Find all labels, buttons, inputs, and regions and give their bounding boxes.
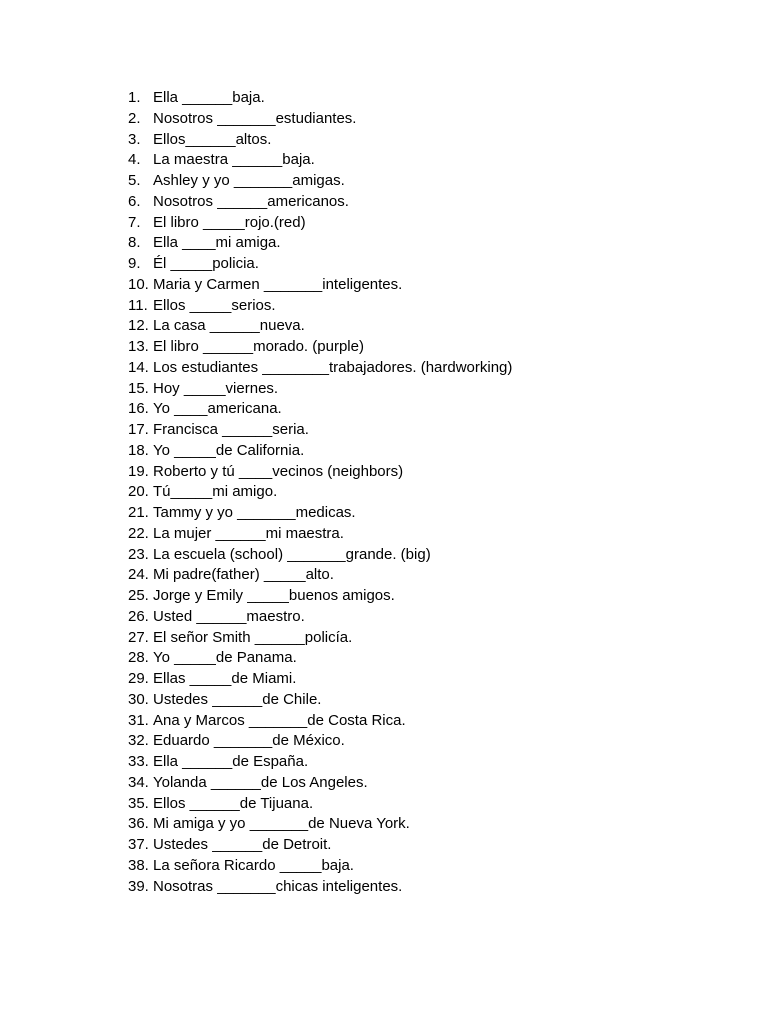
item-number: 3. bbox=[128, 130, 141, 148]
item-sentence: Ella ____mi amiga. bbox=[153, 234, 281, 252]
item-sentence: Ana y Marcos _______de Costa Rica. bbox=[153, 711, 406, 729]
item-number: 27. bbox=[128, 628, 149, 646]
item-number: 11. bbox=[128, 296, 148, 314]
item-number: 22. bbox=[128, 524, 149, 542]
item-number: 16. bbox=[128, 400, 149, 418]
item-sentence: Ellos______altos. bbox=[153, 130, 272, 148]
item-number: 39. bbox=[128, 877, 149, 895]
list-item bbox=[128, 877, 728, 898]
list-item bbox=[128, 752, 728, 773]
item-sentence: Tú_____mi amigo. bbox=[153, 483, 278, 501]
item-sentence: Mi amiga y yo _______de Nueva York. bbox=[153, 815, 410, 833]
list-item bbox=[128, 545, 728, 566]
item-number: 13. bbox=[128, 338, 149, 355]
list-item bbox=[128, 586, 728, 607]
item-number: 28. bbox=[128, 649, 149, 667]
item-number: 8. bbox=[128, 234, 141, 252]
item-sentence: Roberto y tú ____vecinos (neighbors) bbox=[153, 462, 404, 480]
item-sentence: Ellos ______de Tijuana. bbox=[153, 794, 314, 812]
list-item bbox=[128, 171, 728, 192]
item-sentence: El libro ______morado. (purple) bbox=[153, 338, 364, 355]
list-item bbox=[128, 565, 728, 586]
item-sentence: Yo ____americana. bbox=[153, 400, 282, 418]
item-sentence: La maestra ______baja. bbox=[153, 151, 315, 169]
list-item bbox=[128, 524, 728, 545]
list-item bbox=[128, 773, 728, 794]
list-item bbox=[128, 358, 728, 379]
item-sentence: Eduardo _______de México. bbox=[153, 732, 345, 750]
list-item bbox=[128, 150, 728, 171]
item-number: 21. bbox=[128, 504, 149, 521]
item-number: 24. bbox=[128, 566, 149, 584]
item-number: 35. bbox=[128, 794, 149, 812]
item-sentence: La casa ______nueva. bbox=[153, 317, 305, 335]
item-sentence: Usted ______maestro. bbox=[153, 607, 305, 625]
list-item bbox=[128, 275, 728, 296]
item-sentence: Tammy y yo _______medicas. bbox=[153, 504, 356, 521]
list-item bbox=[128, 130, 728, 151]
item-sentence: Ellos _____serios. bbox=[153, 296, 276, 314]
item-number: 29. bbox=[128, 670, 149, 687]
item-sentence: La escuela (school) _______grande. (big) bbox=[153, 545, 431, 563]
item-number: 30. bbox=[128, 690, 149, 708]
item-number: 6. bbox=[128, 192, 141, 210]
list-item bbox=[128, 88, 728, 109]
item-sentence: Nosotros _______estudiantes. bbox=[153, 109, 357, 127]
list-item bbox=[128, 794, 728, 815]
list-item bbox=[128, 441, 728, 462]
item-sentence: El señor Smith ______policía. bbox=[153, 628, 353, 646]
list-item bbox=[128, 856, 728, 877]
item-sentence: Ellas _____de Miami. bbox=[153, 670, 297, 687]
list-item bbox=[128, 213, 728, 234]
list-item bbox=[128, 399, 728, 420]
item-number: 23. bbox=[128, 545, 149, 563]
item-number: 36. bbox=[128, 815, 149, 833]
list-item bbox=[128, 669, 728, 690]
item-number: 10. bbox=[128, 275, 149, 293]
item-sentence: Ella ______baja. bbox=[153, 89, 265, 106]
item-number: 12. bbox=[128, 317, 149, 335]
item-number: 38. bbox=[128, 856, 149, 874]
item-sentence: Ustedes ______de Chile. bbox=[153, 690, 322, 708]
item-sentence: Yolanda ______de Los Angeles. bbox=[153, 773, 368, 791]
list-item bbox=[128, 109, 728, 130]
worksheet-list bbox=[128, 88, 728, 897]
item-number: 25. bbox=[128, 587, 149, 604]
list-item bbox=[128, 690, 728, 711]
item-sentence: Ustedes ______de Detroit. bbox=[153, 836, 332, 853]
list-item bbox=[128, 462, 728, 483]
item-sentence: La señora Ricardo _____baja. bbox=[153, 856, 354, 874]
item-number: 26. bbox=[128, 607, 149, 625]
list-item bbox=[128, 233, 728, 254]
item-sentence: Ashley y yo _______amigas. bbox=[153, 172, 345, 189]
list-item bbox=[128, 379, 728, 400]
list-item bbox=[128, 482, 728, 503]
item-sentence: La mujer ______mi maestra. bbox=[153, 524, 344, 542]
list-item bbox=[128, 503, 728, 524]
item-number: 18. bbox=[128, 441, 149, 459]
list-item bbox=[128, 192, 728, 213]
item-sentence: Yo _____de Panama. bbox=[153, 649, 297, 667]
item-number: 15. bbox=[128, 379, 149, 397]
item-sentence: Jorge y Emily _____buenos amigos. bbox=[153, 587, 395, 604]
item-sentence: Nosotros ______americanos. bbox=[153, 192, 349, 210]
list-item bbox=[128, 316, 728, 337]
item-sentence: Francisca ______seria. bbox=[153, 421, 309, 438]
list-item bbox=[128, 420, 728, 441]
item-number: 34. bbox=[128, 773, 149, 791]
item-number: 5. bbox=[128, 172, 141, 189]
item-sentence: Nosotras _______chicas inteligentes. bbox=[153, 877, 403, 895]
list-item bbox=[128, 731, 728, 752]
item-sentence: Hoy _____viernes. bbox=[153, 379, 279, 397]
item-sentence: Ella ______de España. bbox=[153, 753, 309, 770]
item-number: 33. bbox=[128, 753, 149, 770]
item-sentence: El libro _____rojo.(red) bbox=[153, 213, 306, 231]
item-number: 14. bbox=[128, 358, 149, 376]
list-item bbox=[128, 648, 728, 669]
list-item bbox=[128, 814, 728, 835]
list-item bbox=[128, 835, 728, 856]
list-item bbox=[128, 337, 728, 358]
item-number: 32. bbox=[128, 732, 149, 750]
item-number: 17. bbox=[128, 421, 149, 438]
list-item bbox=[128, 607, 728, 628]
item-number: 20. bbox=[128, 483, 149, 501]
list-item bbox=[128, 711, 728, 732]
list-item bbox=[128, 628, 728, 649]
item-sentence: Maria y Carmen _______inteligentes. bbox=[153, 275, 403, 293]
item-sentence: Yo _____de California. bbox=[153, 441, 305, 459]
item-number: 31. bbox=[128, 711, 149, 729]
item-number: 37. bbox=[128, 836, 149, 853]
item-sentence: Los estudiantes ________trabajadores. (hardworking) bbox=[153, 358, 513, 376]
item-number: 2. bbox=[128, 109, 141, 127]
list-item bbox=[128, 254, 728, 275]
item-number: 9. bbox=[128, 255, 141, 272]
item-number: 1. bbox=[128, 89, 141, 106]
item-number: 4. bbox=[128, 151, 141, 169]
item-number: 19. bbox=[128, 462, 149, 480]
list-item bbox=[128, 296, 728, 317]
item-number: 7. bbox=[128, 213, 141, 231]
item-sentence: Mi padre(father) _____alto. bbox=[153, 566, 334, 584]
item-sentence: Él _____policia. bbox=[153, 255, 259, 272]
